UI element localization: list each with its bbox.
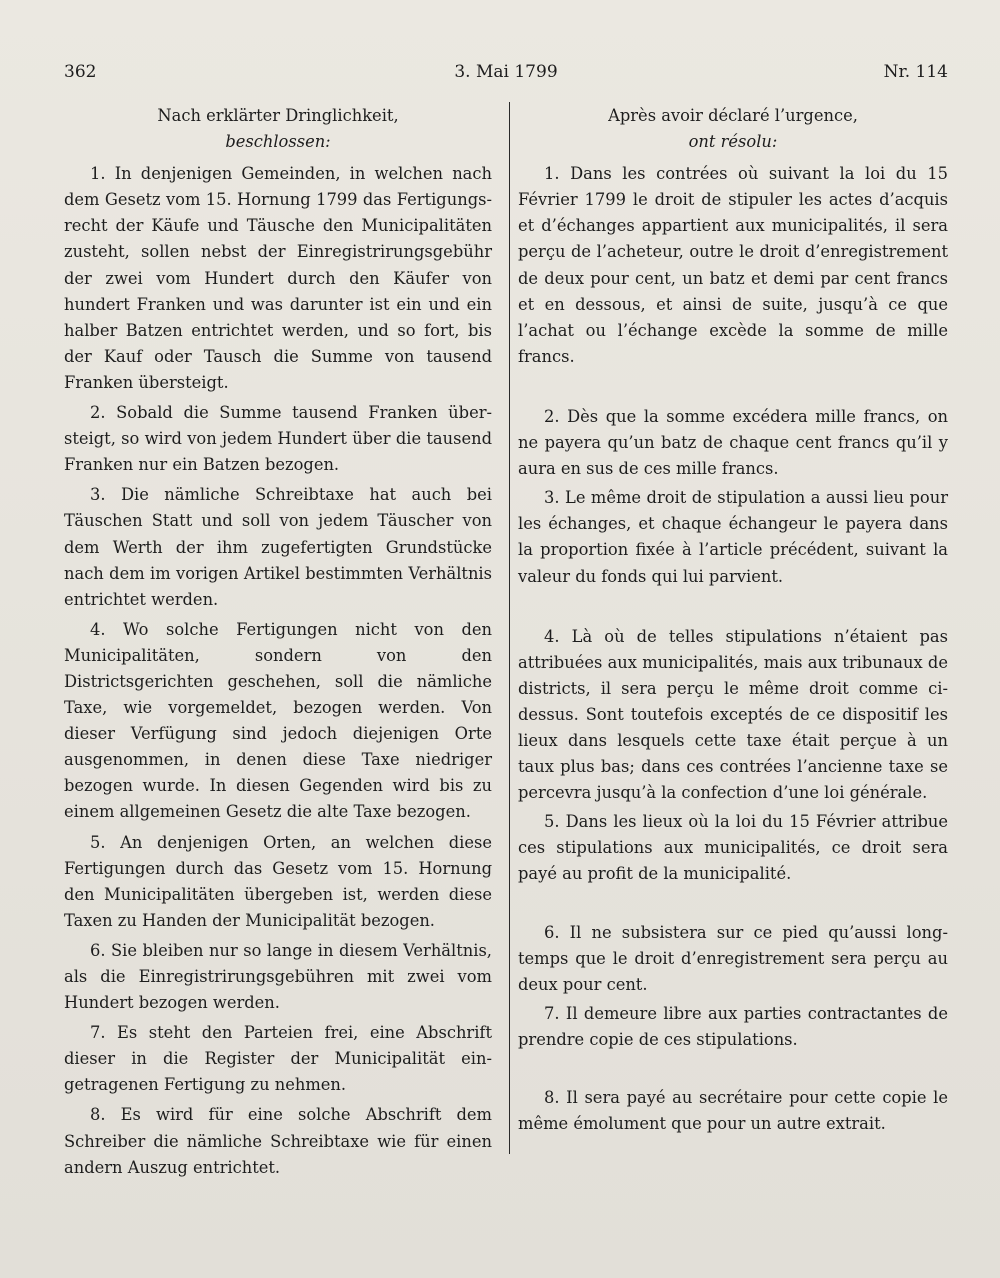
french-article-3: 3. Le même droit de stipulation a aussi lieu pour les échanges, et chaque échangeur le payera dans la proportion fixée à l’article précédent, suivant la valeur du fonds qui lui parvient. [518,488,948,586]
german-article-6: 6. Sie bleiben nur so lange in diesem Verhältnis, als die Einregistrirungsgebühren mit zwei vom Hundert bezogen werden. [64,940,492,1013]
french-subheading: ont résolu: [688,132,778,152]
french-article-7: 7. Il demeure libre aux parties contractantes de prendre copie de ces stipulations. [518,1003,948,1049]
german-article-3: 3. Die nämliche Schreibtaxe hat auch bei Täuschen Statt und soll von jedem Täuscher von dem Werth der ihm zugefertigten Grundstücke nach dem im vorigen Artikel bestimmten Verhältnis entrichtet werden. [64,485,492,609]
french-article-6: 6. Il ne subsistera sur ce pied qu’aussi longtemps que le droit d’enregistrement sera perçu au deux pour cent. [518,922,948,994]
french-article-2: 2. Dès que la somme excédera mille francs, on ne payera qu’un batz de chaque cent francs qu’il y aura en sus de ces mille francs. [518,406,948,479]
document-number: Nr. 114 [883,62,948,82]
german-article-7: 7. Es steht den Parteien frei, eine Abschrift dieser in die Register der Municipalität eingetragenen Fertigung zu nehmen. [64,1023,492,1095]
german-article-5: 5. An denjenigen Orten, an welchen diese Fertigungen durch das Gesetz vom 15. Hornung den Municipalitäten übergeben ist, werden diese Taxen zu Handen der Municipalität bezogen. [64,832,492,930]
german-article-8: 8. Es wird für eine solche Abschrift dem Schreiber die nämliche Schreibtaxe wie für einen andern Auszug entrichtet. [64,1105,492,1177]
german-article-2: 2. Sobald die Summe tausend Franken übersteigt, so wird von jedem Hundert über die tausend Franken nur ein Batzen bezogen. [64,403,492,475]
header-date: 3. Mai 1799 [454,62,558,82]
french-article-1: 1. Dans les contrées où suivant la loi du 15 Février 1799 le droit de stipuler les actes d’acquis et d’échanges appartient aux municipalités, il sera perçu de l’acheteur, outre le droit d’enregistrement de deux pour cent, un batz et demi par cent francs et en dessous, et ainsi de suite, jusqu’à ce que l’achat ou l’échange excède la somme de mille francs. [518,164,948,366]
german-article-1: 1. In denjenigen Gemeinden, in welchen nach dem Gesetz vom 15. Hornung 1799 das Fertigungsrecht der Käufe und Täusche den Municipalitäten zusteht, sollen nebst der Einregistrirungsgebühr der zwei vom Hundert durch den Käufer von hundert Franken und was darunter ist ein und ein halber Batzen entrichtet werden, und so fort, bis der Kauf oder Tausch die Summe von tausend Franken übersteigt. [64,164,492,392]
column-divider [509,102,510,1154]
page-number: 362 [64,62,97,82]
german-subheading: beschlossen: [225,132,331,152]
french-article-4: 4. Là où de telles stipulations n’étaient pas attribuées aux municipalités, mais aux tribunaux de districts, il sera perçu le même droit comme ci-dessus. Sont toutefois exceptés de ce dispositif les lieux dans lesquels cette taxe était perçue à un taux plus bas; dans ces contrées l’ancienne taxe se percevra jusqu’à la confection d’une loi générale. [518,626,948,803]
french-column [518,103,948,1140]
german-article-4: 4. Wo solche Fertigungen nicht von den Municipalitäten, sondern von den Districtsgerichten geschehen, soll die nämliche Taxe, wie vorgemeldet, bezogen werden. Von dieser Verfügung sind jedoch diejenigen Orte ausgenommen, in denen diese Taxe niedriger bezogen wurde. In diesen Gegenden wird bis zu einem allgemeinen Gesetz die alte Taxe bezogen. [64,619,492,822]
german-heading: Nach erklärter Dringlichkeit, [157,106,399,125]
french-article-5: 5. Dans les lieux où la loi du 15 Février attribue ces stipulations aux municipalités, ce droit sera payé au profit de la municipalité. [518,812,948,884]
french-article-8: 8. Il sera payé au secrétaire pour cette copie le même émolument que pour un autre extrait. [518,1088,948,1134]
french-heading: Après avoir déclaré l’urgence, [608,106,858,125]
german-column [64,103,492,1185]
page-header [64,62,948,88]
